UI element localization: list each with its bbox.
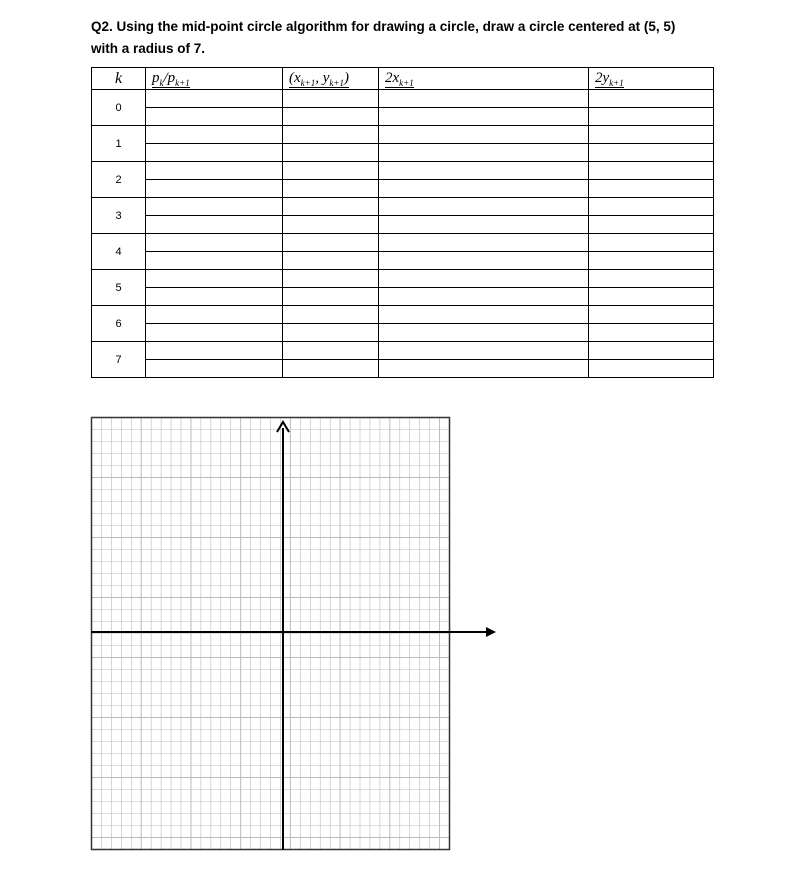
answer-cell[interactable] [283, 180, 379, 198]
answer-cell[interactable] [146, 90, 283, 108]
answer-cell[interactable] [589, 90, 714, 108]
header-decision-parameter: $p_k/p_{k+1}$ [146, 68, 283, 90]
answer-cell[interactable] [283, 288, 379, 306]
k-value-cell: 7 [92, 342, 146, 378]
k-value-cell: 5 [92, 270, 146, 306]
answer-cell[interactable] [589, 270, 714, 288]
answer-cell[interactable] [146, 144, 283, 162]
answer-cell[interactable] [146, 234, 283, 252]
answer-cell[interactable] [283, 324, 379, 342]
x-axis-arrow [486, 627, 496, 637]
table-row [92, 342, 714, 360]
answer-cell[interactable] [589, 198, 714, 216]
table-row [92, 306, 714, 324]
answer-cell[interactable] [283, 306, 379, 324]
answer-cell[interactable] [283, 252, 379, 270]
answer-cell[interactable] [379, 234, 589, 252]
answer-cell[interactable] [283, 144, 379, 162]
question-line-2: with a radius of 7. [91, 41, 206, 56]
k-value-cell: 0 [92, 90, 146, 126]
answer-cell[interactable] [589, 360, 714, 378]
answer-cell[interactable] [589, 324, 714, 342]
table-row [92, 180, 714, 198]
question-line-1: Q2. Using the mid-point circle algorithm for drawing a circle, draw a circle centered at (5, 5) [91, 19, 676, 34]
table-row [92, 288, 714, 306]
table-row [92, 252, 714, 270]
answer-cell[interactable] [379, 198, 589, 216]
table-row [92, 162, 714, 180]
answer-cell[interactable] [379, 360, 589, 378]
answer-cell[interactable] [379, 270, 589, 288]
answer-cell[interactable] [379, 216, 589, 234]
header-k: k [92, 68, 146, 90]
answer-cell[interactable] [283, 108, 379, 126]
answer-cell[interactable] [379, 108, 589, 126]
answer-cell[interactable] [146, 306, 283, 324]
table-row [92, 90, 714, 108]
answer-cell[interactable] [589, 288, 714, 306]
answer-cell[interactable] [146, 360, 283, 378]
table-row [92, 216, 714, 234]
answer-cell[interactable] [589, 234, 714, 252]
grid-lines [92, 418, 450, 850]
midpoint-work-table [91, 67, 714, 378]
table-row [92, 270, 714, 288]
table-row [92, 144, 714, 162]
answer-cell[interactable] [379, 90, 589, 108]
answer-cell[interactable] [589, 144, 714, 162]
answer-cell[interactable] [146, 252, 283, 270]
answer-cell[interactable] [283, 198, 379, 216]
answer-cell[interactable] [283, 360, 379, 378]
answer-cell[interactable] [146, 270, 283, 288]
answer-cell[interactable] [146, 126, 283, 144]
answer-cell[interactable] [146, 198, 283, 216]
header-2y: $2y_{k+1}$ [589, 68, 714, 90]
answer-cell[interactable] [589, 342, 714, 360]
k-value-cell: 4 [92, 234, 146, 270]
k-value-cell: 3 [92, 198, 146, 234]
table-header-row [92, 68, 714, 90]
answer-cell[interactable] [589, 180, 714, 198]
answer-cell[interactable] [146, 180, 283, 198]
answer-cell[interactable] [283, 234, 379, 252]
answer-cell[interactable] [146, 108, 283, 126]
table-row [92, 360, 714, 378]
table-row [92, 198, 714, 216]
answer-cell[interactable] [589, 252, 714, 270]
answer-cell[interactable] [283, 216, 379, 234]
answer-cell[interactable] [379, 126, 589, 144]
answer-cell[interactable] [379, 144, 589, 162]
answer-cell[interactable] [379, 252, 589, 270]
question-text [91, 16, 731, 60]
answer-cell[interactable] [379, 324, 589, 342]
k-value-cell: 6 [92, 306, 146, 342]
table-row [92, 234, 714, 252]
answer-cell[interactable] [589, 126, 714, 144]
answer-cell[interactable] [283, 342, 379, 360]
answer-cell[interactable] [283, 270, 379, 288]
answer-cell[interactable] [146, 342, 283, 360]
answer-cell[interactable] [379, 162, 589, 180]
header-next-point: ($x_{k+1}$, $y_{k+1}$) [283, 68, 379, 90]
answer-cell[interactable] [379, 288, 589, 306]
answer-cell[interactable] [146, 324, 283, 342]
answer-cell[interactable] [379, 180, 589, 198]
answer-cell[interactable] [589, 306, 714, 324]
answer-cell[interactable] [146, 288, 283, 306]
answer-cell[interactable] [283, 126, 379, 144]
graph-paper [90, 416, 510, 852]
table-row [92, 324, 714, 342]
answer-cell[interactable] [589, 162, 714, 180]
answer-cell[interactable] [379, 306, 589, 324]
answer-cell[interactable] [379, 342, 589, 360]
k-value-cell: 1 [92, 126, 146, 162]
header-2x: $2x_{k+1}$ [379, 68, 589, 90]
answer-cell[interactable] [146, 162, 283, 180]
table-row [92, 108, 714, 126]
answer-cell[interactable] [589, 108, 714, 126]
answer-cell[interactable] [283, 90, 379, 108]
table-row [92, 126, 714, 144]
answer-cell[interactable] [589, 216, 714, 234]
answer-cell[interactable] [146, 216, 283, 234]
k-value-cell: 2 [92, 162, 146, 198]
answer-cell[interactable] [283, 162, 379, 180]
